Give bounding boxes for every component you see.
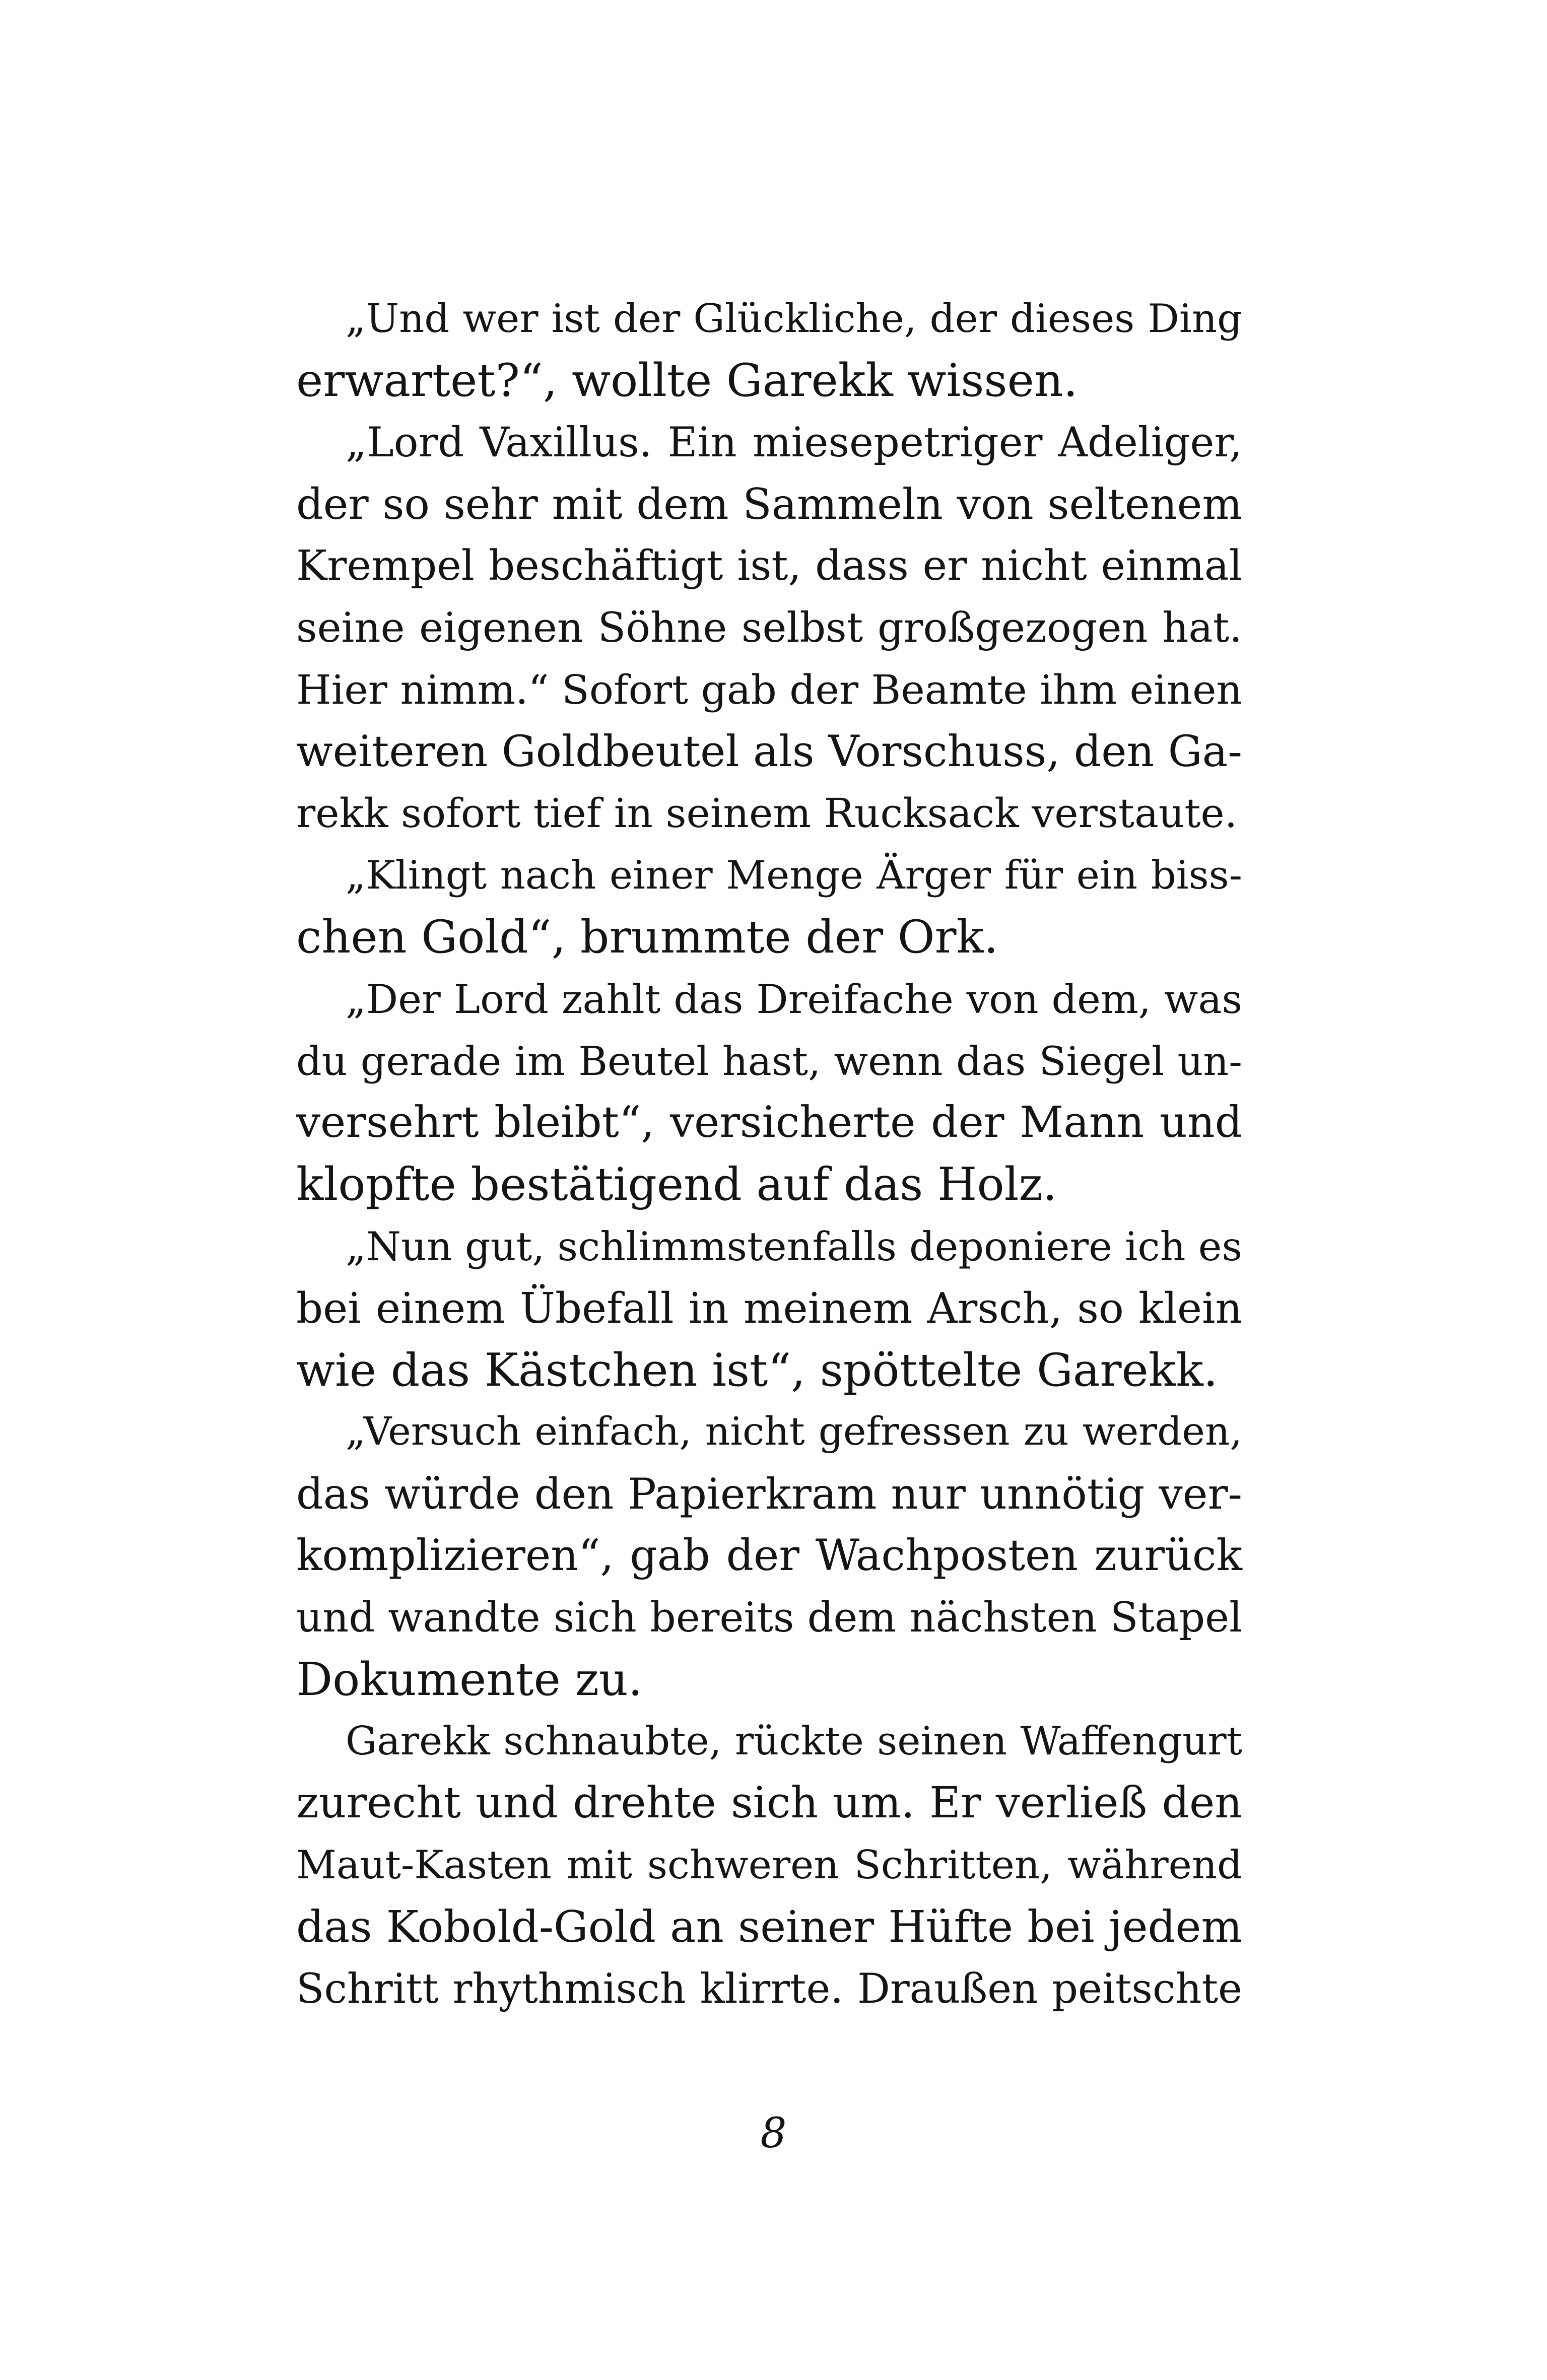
text-line: das würde den Papierkram nur unnötig ver- (296, 1469, 1242, 1519)
text-line: komplizieren“, gab der Wachposten zurück (296, 1530, 1242, 1581)
paragraph (296, 288, 1242, 412)
text-line: Hier nimm.“ Sofort gab der Beamte ihm einen (296, 666, 1242, 713)
text-line: Maut-Kasten mit schweren Schritten, während (296, 1842, 1242, 1888)
text-line: „Nun gut, schlimmstenfalls deponiere ich es (346, 1223, 1242, 1270)
text-line: Dokumente zu. (296, 1653, 643, 1706)
page-number: 8 (760, 2110, 787, 2157)
text-line: klopfte bestätigend auf das Holz. (296, 1158, 1057, 1211)
text-line: weiteren Goldbeutel als Vorschuss, den Ga- (296, 726, 1242, 777)
text-line: rekk sofort tief in seinem Rucksack verstaute. (296, 790, 1238, 837)
text-line: Schritt rhythmisch klirrte. Draußen peitschte (296, 1965, 1242, 2013)
text-line: chen Gold“, brummte der Ork. (296, 910, 998, 964)
text-line: zurecht und drehte sich um. Er verließ den (296, 1778, 1242, 1828)
text-line: bei einem Übefall in meinem Arsch, so klein (296, 1283, 1242, 1333)
body-text (296, 288, 1242, 2020)
text-line: „Lord Vaxillus. Ein miesepetriger Adeliger, (346, 419, 1242, 466)
text-line: versehrt bleibt“, versicherte der Mann und (296, 1098, 1242, 1148)
text-line: der so sehr mit dem Sammeln von seltenem (296, 480, 1242, 529)
text-line: Garekk schnaubte, rückte seinen Waffengurt (346, 1719, 1242, 1764)
text-line: „Klingt nach einer Menge Ärger für ein biss- (346, 853, 1242, 899)
text-line: seine eigenen Söhne selbst großgezogen hat. (296, 604, 1242, 652)
paragraph (296, 969, 1242, 1216)
paragraph (296, 1216, 1242, 1401)
paragraph (296, 412, 1242, 845)
text-line: Krempel beschäftigt ist, dass er nicht einmal (296, 542, 1242, 590)
paragraph (296, 1401, 1242, 1711)
paragraph (296, 1711, 1242, 2020)
text-line: erwartet?“, wollte Garekk wissen. (296, 354, 1078, 407)
paragraph (296, 845, 1242, 969)
text-line: „Versuch einfach, nicht gefressen zu werden, (346, 1409, 1242, 1455)
text-line: und wandte sich bereits dem nächsten Stapel (296, 1594, 1242, 1642)
text-line: das Kobold-Gold an seiner Hüfte bei jedem (296, 1901, 1242, 1952)
text-line: „Und wer ist der Glückliche, der dieses Ding (346, 296, 1242, 342)
text-line: wie das Kästchen ist“, spöttelte Garekk. (296, 1343, 1218, 1397)
text-line: „Der Lord zahlt das Dreifache von dem, was (346, 976, 1242, 1023)
text-line: du gerade im Beutel hast, wenn das Siegel un- (296, 1038, 1242, 1084)
